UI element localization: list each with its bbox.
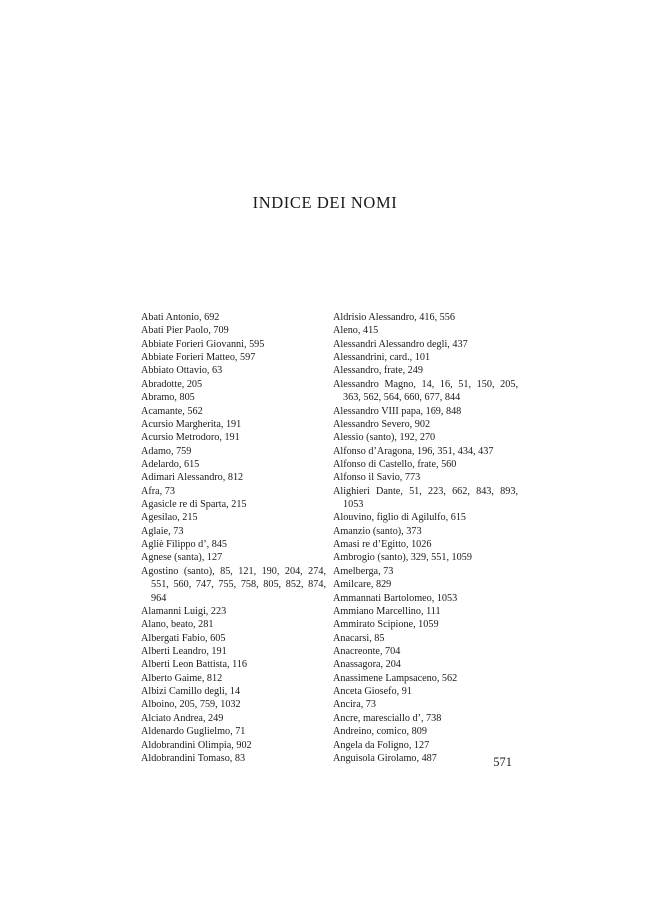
index-entry: Alberti Leandro, 191: [141, 645, 227, 657]
index-entry: Ancira, 73: [333, 699, 376, 711]
index-entry: Alboino, 205, 759, 1032: [141, 699, 241, 711]
index-entry: Alessio (santo), 192, 270: [333, 432, 436, 444]
index-entry: Alberti Leon Battista, 116: [141, 659, 248, 671]
index-entry: Acursio Margherita, 191: [141, 418, 242, 430]
index-entry: Angela da Foligno, 127: [333, 739, 430, 751]
index-entry: Amilcare, 829: [333, 579, 392, 591]
index-entry: Albergati Fabio, 605: [141, 632, 226, 644]
index-entry: Abramo, 805: [141, 392, 195, 404]
index-entry: Amanzio (santo), 373: [333, 525, 422, 537]
index-entry: Acamante, 562: [141, 405, 203, 417]
index-entry: Alighieri Dante, 51, 223, 662, 843, 893, 1053: [333, 485, 518, 511]
index-entry: Alciato Andrea, 249: [141, 712, 224, 724]
index-entry: Albizi Camillo degli, 14: [141, 686, 241, 698]
index-entry: Anguisola Girolamo, 487: [333, 752, 437, 764]
index-entry: Alouvino, figlio di Agilulfo, 615: [333, 512, 467, 524]
index-entry: Aldrisio Alessandro, 416, 556: [333, 312, 455, 323]
index-entry: Adelardo, 615: [141, 458, 200, 470]
index-entry: Alessandri Alessandro degli, 437: [333, 338, 468, 350]
index-entry: Anacarsi, 85: [333, 632, 385, 644]
index-column-right: [333, 311, 518, 765]
index-entry: Abati Antonio, 692: [141, 312, 220, 323]
index-entry: Abati Pier Paolo, 709: [141, 325, 229, 337]
index-entry: Andreino, comico, 809: [333, 726, 427, 738]
index-column-left: [141, 311, 326, 765]
index-entry: Alano, beato, 281: [141, 619, 214, 631]
index-entry: Aglaie, 73: [141, 525, 184, 537]
index-entry: Aldobrandini Tomaso, 83: [141, 752, 246, 764]
index-entry: Anassimene Lampsaceno, 562: [333, 672, 458, 684]
index-entry: Alberto Gaime, 812: [141, 672, 223, 684]
index-entry: Abbiate Forieri Giovanni, 595: [141, 338, 265, 350]
index-entry: Alamanni Luigi, 223: [141, 605, 227, 617]
index-entry: Alessandrini, card., 101: [333, 352, 431, 364]
index-entry: Abbiate Forieri Matteo, 597: [141, 352, 256, 364]
index-entry: Alessandro VIII papa, 169, 848: [333, 405, 462, 417]
index-entry: Alessandro Severo, 902: [333, 418, 431, 430]
index-entry: Agasicle re di Sparta, 215: [141, 499, 247, 511]
index-entry: Ammiano Marcellino, 111: [333, 605, 441, 617]
index-entry: Ancre, maresciallo d’, 738: [333, 712, 442, 724]
index-entry: Abradotte, 205: [141, 378, 203, 390]
index-entry: Amelberga, 73: [333, 565, 394, 577]
index-entry: Agesilao, 215: [141, 512, 198, 524]
index-entry: Alfonso di Castello, frate, 560: [333, 458, 457, 470]
index-entry: Ammannati Bartolomeo, 1053: [333, 592, 458, 604]
index-entry: Adamo, 759: [141, 445, 192, 457]
index-entry: Abbiato Ottavio, 63: [141, 365, 223, 377]
index-entry: Aldenardo Guglielmo, 71: [141, 726, 246, 738]
index-entry: Alessandro, frate, 249: [333, 365, 423, 377]
index-entry: Agnese (santa), 127: [141, 552, 223, 564]
index-entry: Alfonso il Savio, 773: [333, 472, 421, 484]
index-entry: Alfonso d’Aragona, 196, 351, 434, 437: [333, 445, 494, 457]
index-entry: Adimari Alessandro, 812: [141, 472, 244, 484]
index-entry: Ammirato Scipione, 1059: [333, 619, 439, 631]
page-title: INDICE DEI NOMI: [252, 193, 398, 212]
index-entry: Agliè Filippo d’, 845: [141, 539, 228, 551]
index-entry: Ambrogio (santo), 329, 551, 1059: [333, 552, 472, 564]
index-entry: Agostino (santo), 85, 121, 190, 204, 274, 551, 560, 747, 755, 758, 805, 852, 874, 964: [141, 565, 326, 604]
index-entry: Anassagora, 204: [333, 659, 401, 671]
page-number: 571: [493, 755, 512, 769]
index-entry: Acursio Metrodoro, 191: [141, 432, 240, 444]
index-entry: Alessandro Magno, 14, 16, 51, 150, 205, 363, 562, 564, 660, 677, 844: [333, 378, 518, 404]
index-entry: Aldobrandini Olimpia, 902: [141, 739, 252, 751]
index-entry: Anceta Giosefo, 91: [333, 686, 412, 698]
index-entry: Aleno, 415: [333, 325, 379, 337]
index-entry: Anacreonte, 704: [333, 645, 401, 657]
index-entry: Afra, 73: [141, 485, 175, 497]
index-entry: Amasi re d’Egitto, 1026: [333, 539, 432, 551]
